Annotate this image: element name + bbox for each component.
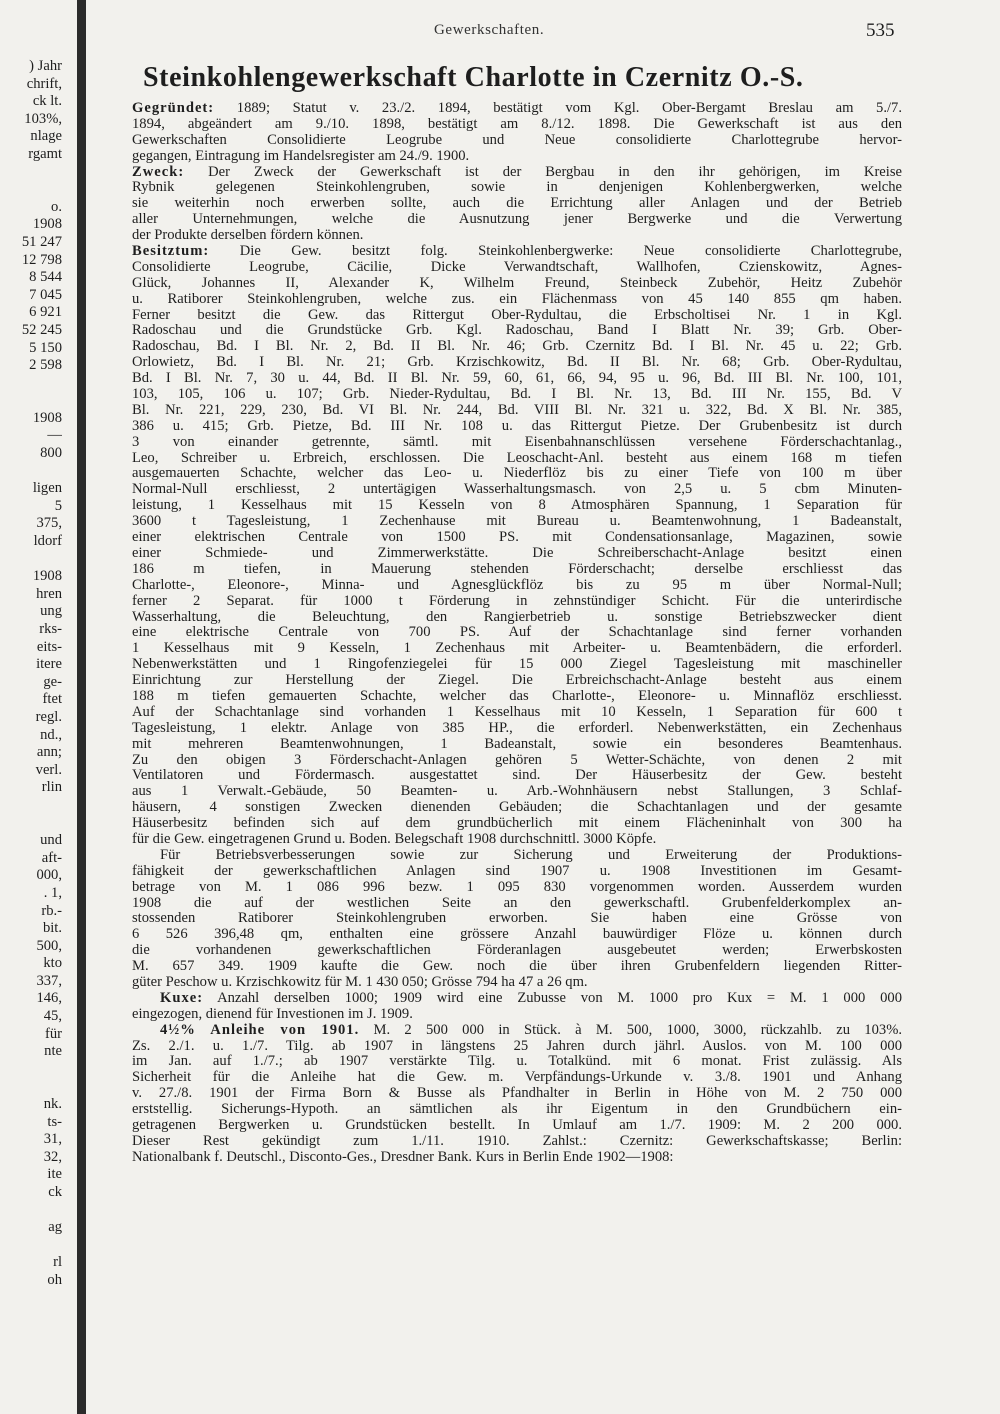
margin-fragment: 2 598 — [29, 357, 62, 374]
text-line — [132, 673, 902, 689]
text-line — [132, 1102, 902, 1118]
text-line — [132, 721, 902, 737]
margin-fragment: ligen — [32, 480, 62, 497]
margin-fragment: 146, — [36, 990, 62, 1007]
margin-fragment: ldorf — [33, 533, 62, 550]
line-text: Der Zweck der Gewerkschaft ist der Bergbau in den ihr gehörigen, im Kreise — [184, 164, 902, 180]
line-text: die vorhandenen gewerkschaftlichen Förderanlagen ausgebeutet werden; Erwerbskosten — [132, 943, 902, 959]
margin-fragment: chrift, — [26, 75, 62, 92]
line-text: 3 von einander getrennte, sämtl. mit Eisenbahnanschlüssen versehene Förderschachtanlag., — [132, 434, 902, 450]
text-line — [132, 880, 902, 896]
margin-fragment — [0, 164, 62, 182]
margin-fragment: 6 921 — [29, 304, 62, 321]
line-text: fähigkeit der gewerkschaftlichen Anlagen sind 1907 u. 1908 Investitionen im Gesamt- — [132, 863, 902, 879]
margin-fragment: ung — [40, 603, 62, 620]
line-text: Auf der Schachtanlage sind vorhanden 1 Kesselhaus mit 10 Kesseln, 1 Separation für 600 t — [132, 704, 902, 720]
line-text: betrage von M. 1 086 996 bezw. 1 095 830 vorgenommen worden. Ausserdem wurden — [132, 879, 902, 895]
text-line — [132, 657, 902, 673]
margin-fragment: für — [44, 1025, 62, 1042]
margin-fragment: hren — [36, 585, 62, 602]
line-text: einer Schmiede- und Zimmerwerkstätte. Die Schreiberschacht-Anlage besitzt einen — [132, 545, 902, 561]
line-text: 3600 t Tagesleistung, 1 Zechenhause mit Bureau u. Beamtenwohnung, 1 Badeanstalt, — [132, 514, 902, 530]
line-text: häusern, 4 sonstigen Zwecken dienenden Gebäuden; die Schachtanlagen und der gesamte — [132, 800, 902, 816]
margin-fragment: ge- — [43, 673, 62, 690]
line-text: eine elektrische Centrale von 700 PS. Auf der Schachtanlage sind ferner vorhanden — [132, 625, 902, 641]
margin-fragment: ) Jahr — [29, 58, 62, 74]
text-line — [132, 832, 902, 848]
text-line — [132, 737, 902, 753]
line-text: 6 526 396,48 qm, enthalten eine grössere Anzahl bauwürdiger Flöze u. können durch — [132, 927, 902, 943]
line-text: Zu den obigen 3 Förderschacht-Anlagen gehören 5 Wetter-Schächte, von denen 2 mit — [132, 752, 902, 768]
margin-fragment: ite — [47, 1166, 62, 1183]
margin-fragment: — — [47, 427, 62, 444]
line-text: Wasserhaltung, die Beleuchtung, den Rangierbetrieb u. sonstige Betriebszwecker dient — [132, 609, 902, 625]
section-label: Zweck: — [132, 164, 185, 180]
margin-fragment: rlin — [41, 779, 62, 796]
margin-fragment: 32, — [43, 1148, 62, 1165]
text-line — [132, 991, 902, 1007]
text-line — [132, 975, 902, 991]
text-line — [132, 514, 902, 530]
margin-fragment — [0, 392, 62, 410]
text-line — [132, 530, 902, 546]
left-margin-fragments — [0, 58, 62, 1290]
text-line — [132, 1134, 902, 1150]
margin-fragment: 51 247 — [21, 233, 62, 250]
line-text: Häuserbesitz befinden sich auf dem grundbücherlich mit einem Flächeninhalt von 300 ha — [132, 816, 902, 832]
line-text: aus 1 Verwalt.-Gebäude, 50 Beamten- u. Arb.-Wohnhäusern nebst Stallungen, 3 Schlaf- — [132, 784, 902, 800]
line-text: getragenen Bergwerken u. Grundstücken bestellt. In Umlauf am 1./7. 1909: M. 2 200 000. — [132, 1118, 902, 1133]
text-line — [132, 562, 902, 578]
line-text: 186 m tiefen, in Mauerung stehenden Förderschacht; derselbe erschliesst das — [132, 561, 902, 577]
text-line — [132, 260, 902, 276]
text-line — [132, 212, 902, 228]
text-line — [132, 959, 902, 975]
margin-fragment: und — [40, 832, 62, 849]
margin-fragment: 337, — [36, 972, 62, 989]
text-line — [132, 816, 902, 832]
margin-fragment: ag — [48, 1219, 62, 1236]
text-line — [132, 403, 902, 419]
line-text: stossenden Ratiborer Steinkohlengruben erworben. Sie haben eine Grösse von — [132, 911, 902, 927]
text-line — [132, 784, 902, 800]
section-label: Kuxe: — [160, 990, 204, 1006]
text-line — [132, 1054, 902, 1070]
text-line — [132, 1039, 902, 1055]
text-line — [132, 896, 902, 912]
margin-fragment: 375, — [36, 515, 62, 532]
text-line — [132, 149, 902, 165]
margin-fragment: 7 045 — [29, 286, 62, 303]
text-line — [132, 165, 902, 181]
line-text: Ferner besitzt die Gew. das Rittergut Ober-Rydultau, die Erbscholtisei Nr. 1 in Kgl. — [132, 307, 902, 323]
margin-fragment: ftet — [42, 691, 62, 708]
line-text: Für Betriebsverbesserungen sowie zur Sicherung und Erweiterung der Produktions- — [160, 847, 902, 863]
line-text: Bl. Nr. 221, 229, 230, Bd. VI Bl. Nr. 244, Bd. VIII Bl. Nr. 321 u. 322, Bd. X Bl. Nr. 385, — [132, 402, 902, 418]
line-text: Sicherheit für die Anleihe hat die Gew. m. Verpfändungs-Urkunde v. 3./8. 1901 und Anhang — [132, 1070, 902, 1086]
page-number: 535 — [866, 20, 895, 41]
line-text: ausgemauerten Schachte, welcher das Leo- u. Niederflöz bis zu einer Tiefe von 100 m über — [132, 466, 902, 482]
column-rule — [77, 0, 86, 1414]
margin-fragment: 800 — [40, 445, 62, 462]
margin-fragment: 45, — [43, 1008, 62, 1025]
text-line — [132, 768, 902, 784]
line-text: eingezogen, dienend für Investionen im J. 1909. — [132, 1006, 413, 1022]
margin-fragment: . 1, — [43, 884, 62, 901]
text-line — [132, 578, 902, 594]
margin-fragment: 1908 — [32, 409, 62, 426]
section-label: Gegründet: — [132, 101, 215, 116]
line-text: Anzahl derselben 1000; 1909 wird eine Zubusse von M. 1000 pro Kux = M. 1 000 000 — [203, 990, 902, 1006]
text-line — [132, 1070, 902, 1086]
text-line — [132, 546, 902, 562]
margin-fragment — [0, 463, 62, 481]
text-line — [132, 276, 902, 292]
line-text: gegangen, Eintragung im Handelsregister am 24./9. 1900. — [132, 148, 470, 164]
text-line — [132, 419, 902, 435]
line-text: Radoschau und die Grundstücke Grb. Kgl. Radoschau, Band I Blatt Nr. 39; Grb. Ober- — [132, 323, 902, 339]
line-text: Rybnik gelegenen Steinkohlengruben, sowie in denjenigen Kohlenbergwerken, welche — [132, 180, 902, 196]
text-line — [132, 308, 902, 324]
text-line — [132, 180, 902, 196]
margin-fragment — [0, 1237, 62, 1255]
line-text: im Jan. auf 1./7.; ab 1907 verstärkte Tilg. u. Totalkünd. mit 6 monat. Frist zulässig. Als — [132, 1054, 902, 1070]
text-line — [132, 864, 902, 880]
article-body — [132, 101, 902, 1166]
margin-fragment — [0, 1061, 62, 1079]
line-text: einer elektrischen Centrale von 1500 PS. mit Condensationsanlage, Magazinen, sowie — [132, 530, 902, 546]
text-line — [132, 641, 902, 657]
margin-fragment: itere — [36, 656, 62, 673]
line-text: der Produkte derselben fördern können. — [132, 228, 364, 244]
line-text: Leo, Schreiber u. Erbreich, erschlossen. Die Leoschacht-Anl. besteht aus einem 168 m tiefen — [132, 450, 902, 466]
margin-fragment — [0, 815, 62, 833]
section-label: 4½% Anleihe von 1901. — [160, 1022, 360, 1038]
line-text: Zs. 2./1. u. 1./7. Tilg. ab 1907 in längstens 25 Jahren durch jährl. Auslos. von M. 100 000 — [132, 1038, 902, 1054]
text-line — [132, 339, 902, 355]
text-line — [132, 1118, 902, 1134]
line-text: Radoschau, Bd. I Bl. Nr. 2, Bd. II Bl. Nr. 46; Grb. Czernitz Bd. I Bl. Nr. 45 u. 22; Grb. — [132, 339, 902, 355]
text-line — [132, 1007, 902, 1023]
line-text: Nationalbank f. Deutschl., Disconto-Ges., Dresdner Bank. Kurs in Berlin Ende 1902—1908: — [132, 1149, 674, 1165]
text-line — [132, 371, 902, 387]
text-line — [132, 244, 902, 260]
line-text: Charlotte-, Eleonore-, Minna- und Agnesglückflöz bis zu 95 m über Normal-Null; — [132, 577, 902, 593]
margin-fragment — [0, 1078, 62, 1096]
line-text: 1908 die auf der westlichen Seite an den gewerkschaftl. Grubenfelderkomplex an- — [132, 895, 902, 911]
text-line — [132, 451, 902, 467]
line-text: Gewerkschaften Consolidierte Leogrube und Neue consolidierte Charlottegrube hervor- — [132, 132, 902, 148]
text-line — [132, 625, 902, 641]
text-line — [132, 228, 902, 244]
margin-fragment: 52 245 — [21, 321, 62, 338]
line-text: 103, 105, 106 u. 107; Grb. Nieder-Rydultau, Bd. I Bl. Nr. 13, Bd. III Nr. 155, Bd. V — [132, 387, 902, 403]
text-line — [132, 1086, 902, 1102]
text-line — [132, 753, 902, 769]
section-label: Besitztum: — [132, 244, 210, 260]
text-line — [132, 482, 902, 498]
line-text: 386 u. 415; Grb. Pietze, Bd. III Nr. 108 u. das Rittergut Pietze. Der Grubenbesitz ist durch — [132, 418, 902, 434]
margin-fragment: rks- — [39, 621, 62, 637]
margin-fragment: nk. — [43, 1096, 62, 1113]
line-text: für die Gew. eingetragenen Grund u. Boden. Belegschaft 1908 durchschnittl. 3000 Köpfe. — [132, 831, 657, 847]
margin-fragment — [0, 797, 62, 815]
margin-fragment: ck — [48, 1184, 62, 1200]
margin-fragment: rb.- — [41, 902, 62, 919]
line-text: v. 27./8. 1901 der Firma Born & Busse als Pfandhalter in Berlin in Höhe von M. 2 750 000 — [132, 1086, 902, 1102]
margin-fragment: 1908 — [32, 216, 62, 233]
line-text: M. 657 349. 1909 kaufte die Gew. noch die über ihren Grubenfeldern liegenden Ritter- — [132, 959, 902, 975]
margin-fragment: ts- — [47, 1113, 62, 1130]
margin-fragment: 12 798 — [21, 251, 62, 268]
line-text: 188 m tiefen gemauerten Schachte, welcher das Charlotte-, Eleonore- u. Minnaflöz erschliesst. — [132, 688, 902, 704]
margin-fragment: aft- — [41, 849, 62, 866]
text-line — [132, 196, 902, 212]
text-line — [132, 689, 902, 705]
line-text: M. 2 500 000 in Stück. à M. 500, 1000, 3000, rückzahlb. zu 103%. — [359, 1022, 902, 1038]
text-line — [132, 927, 902, 943]
line-text: Ventilatoren und Fördermasch. ausgestattet sind. Der Häuserbesitz der Gew. besteht — [132, 768, 902, 784]
running-head: Gewerkschaften. — [434, 22, 545, 38]
margin-fragment: eits- — [36, 638, 62, 655]
line-text: Normal-Null erschliesst, 2 untertägigen Wasserhaltungsmasch. von 2,5 u. 5 cbm Minuten- — [132, 482, 902, 498]
margin-fragment: ck lt. — [32, 93, 62, 110]
margin-fragment: 5 — [54, 497, 62, 514]
text-line — [132, 435, 902, 451]
line-text: erststellig. Sicherungs-Hypoth. an sämtlichen als ihr Eigentum in den Grundbüchern ein- — [132, 1102, 902, 1118]
text-line — [132, 498, 902, 514]
line-text: güter Peschow u. Krzischkowitz für M. 1 430 050; Grösse 794 ha 47 a 26 qm. — [132, 974, 588, 990]
text-line — [132, 911, 902, 927]
margin-fragment: 500, — [36, 937, 62, 954]
line-text: Bd. I Bl. Nr. 7, 30 u. 44, Bd. II Bl. Nr. 59, 60, 61, 66, 94, 95 u. 96, Bd. III Bl. Nr. 100, 101, — [132, 371, 902, 387]
text-line — [132, 705, 902, 721]
margin-fragment: 31, — [43, 1131, 62, 1148]
margin-fragment: regl. — [35, 708, 62, 725]
line-text: 1889; Statut v. 23./2. 1894, bestätigt vom Kgl. Ober-Bergamt Breslau am 5./7. — [214, 101, 902, 116]
line-text: mit mehreren Beamtenwohnungen, 1 Badeanstalt, sowie ein besonderes Beamtenhaus. — [132, 736, 902, 752]
text-line — [132, 800, 902, 816]
margin-fragment: kto — [43, 955, 62, 972]
line-text: Nebenwerkstätten und 1 Ringofenziegelei für 15 000 Ziegel Tagesleistung mit maschineller — [132, 657, 902, 673]
margin-fragment: nlage — [30, 128, 62, 145]
text-line — [132, 1150, 902, 1166]
margin-fragment: rl — [53, 1254, 62, 1271]
text-line — [132, 848, 902, 864]
line-text: u. Ratiborer Steinkohlengruben, welche zus. ein Flächenmass von 45 140 855 qm haben. — [132, 291, 902, 307]
margin-fragment: 5 150 — [29, 339, 62, 356]
text-line — [132, 387, 902, 403]
line-text: ferner 2 Separat. für 1000 t Förderung in zehnstündiger Schicht. Für die unterirdische — [132, 593, 902, 609]
line-text: 1894, abgeändert am 9./10. 1898, bestätigt am 8./12. 1898. Die Gewerkschaft ist aus den — [132, 116, 902, 132]
margin-fragment: verl. — [35, 761, 62, 778]
margin-fragment: 8 544 — [29, 269, 62, 286]
line-text: Einrichtung zur Herstellung der Ziegel. Die Erbreichschacht-Anlage besteht aus einem — [132, 673, 902, 689]
margin-fragment: ann; — [36, 744, 62, 761]
margin-fragment: rgamt — [28, 145, 62, 162]
line-text: leistung, 1 Kesselhaus mit 15 Kesseln von 8 Atmosphären Spannung, 1 Separation für — [132, 498, 902, 514]
margin-fragment: bit. — [42, 920, 62, 937]
margin-fragment: 103%, — [24, 110, 62, 127]
line-text: Dieser Rest gekündigt zum 1./11. 1910. Zahlst.: Czernitz: Gewerkschaftskasse; Berlin: — [132, 1133, 902, 1149]
line-text: Orlowietz, Bd. I Bl. Nr. 21; Grb. Krzischkowitz, Bd. II Bl. Nr. 68; Grb. Ober-Rydultau, — [132, 355, 902, 371]
text-line — [132, 117, 902, 133]
margin-fragment: nd., — [40, 726, 62, 743]
margin-fragment — [0, 375, 62, 393]
text-line — [132, 594, 902, 610]
article-title: Steinkohlengewerkschaft Charlotte in Czernitz O.-S. — [143, 62, 804, 93]
margin-fragment — [0, 551, 62, 569]
text-line — [132, 133, 902, 149]
text-line — [132, 323, 902, 339]
line-text: aller Unternehmungen, welche die Ausnutzung jener Bergwerke und die Verwertung — [132, 212, 902, 228]
line-text: Glück, Johannes II, Alexander K, Wilhelm Freund, Steinbeck Zubehör, Heitz Zubehör — [132, 275, 902, 291]
line-text: Tagesleistung, 1 elektr. Anlage von 385 HP., die erforderl. Nebenwerkstätten, ein Zechenhaus — [132, 720, 902, 736]
text-line — [132, 355, 902, 371]
text-line — [132, 101, 902, 117]
margin-fragment: 000, — [36, 867, 62, 884]
margin-fragment: o. — [51, 198, 62, 215]
margin-fragment: nte — [44, 1043, 62, 1060]
text-line — [132, 292, 902, 308]
line-text: Consolidierte Leogrube, Cäcilie, Dicke Verwandtschaft, Wallhofen, Czienskowitz, Agnes- — [132, 259, 902, 275]
margin-fragment — [0, 1202, 62, 1220]
text-line — [132, 1023, 902, 1039]
text-line — [132, 943, 902, 959]
text-line — [132, 466, 902, 482]
line-text: Die Gew. besitzt folg. Steinkohlenbergwerke: Neue consolidierte Charlottegrube, — [209, 244, 902, 260]
line-text: 1 Kesselhaus mit 9 Kesseln, 1 Zechenhaus mit Arbeiter- u. Beamtenbädern, die erforderl. — [132, 641, 902, 657]
text-line — [132, 610, 902, 626]
margin-fragment — [0, 181, 62, 199]
margin-fragment: 1908 — [32, 568, 62, 585]
margin-fragment: oh — [47, 1271, 62, 1288]
line-text: sie weiterhin noch erwerben sollte, auch die Errichtung aller Anlagen und der Betrieb — [132, 196, 902, 212]
